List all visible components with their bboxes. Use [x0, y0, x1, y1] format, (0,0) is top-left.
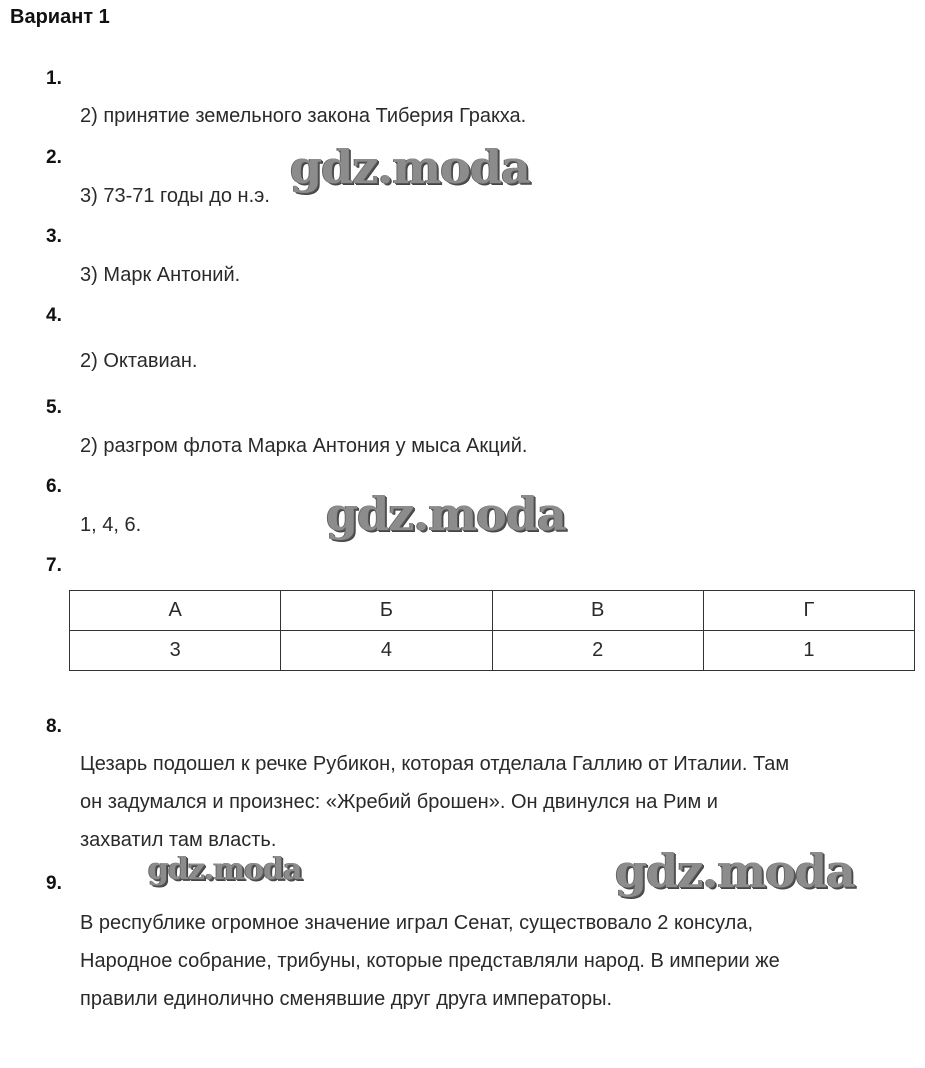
- answer-text: 1, 4, 6.: [80, 514, 142, 536]
- watermark-logo: gdz.moda: [290, 140, 530, 194]
- answer-text: 2) Октавиан.: [80, 350, 198, 372]
- table-header-row: [70, 591, 915, 631]
- answer-line: В республике огромное значение играл Сенат, существовало 2 консула,: [80, 912, 754, 934]
- watermark-logo: gdz.moda: [148, 852, 302, 887]
- answer-text: 2) разгром флота Марка Антония у мыса Акций.: [80, 435, 528, 457]
- question-number: 4.: [46, 305, 62, 326]
- table-header-cell: Г: [703, 591, 914, 631]
- table-header-cell: Б: [281, 591, 492, 631]
- table-cell: 4: [281, 631, 492, 671]
- answer-line: он задумался и произнес: «Жребий брошен». Он двинулся на Рим и: [80, 791, 718, 813]
- watermark-logo: gdz.moda: [326, 487, 566, 541]
- page-title: Вариант 1: [10, 6, 110, 28]
- question-number: 3.: [46, 226, 62, 247]
- answer-line: Цезарь подошел к речке Рубикон, которая отделала Галлию от Италии. Там: [80, 753, 790, 775]
- question-number: 6.: [46, 476, 62, 497]
- answer-table: [69, 590, 915, 671]
- answer-text: 3) Марк Антоний.: [80, 264, 241, 286]
- table-cell: 1: [703, 631, 914, 671]
- question-number: 8.: [46, 716, 62, 737]
- question-number: 1.: [46, 68, 62, 89]
- table-header-cell: В: [492, 591, 703, 631]
- question-number: 2.: [46, 147, 62, 168]
- answer-paragraph: [80, 904, 910, 1018]
- watermark-logo: gdz.moda: [615, 844, 855, 898]
- answer-line: правили единолично сменявшие друг друга императоры.: [80, 988, 613, 1010]
- table-cell: 2: [492, 631, 703, 671]
- answer-text: 3) 73-71 годы до н.э.: [80, 185, 270, 207]
- answer-line: Народное собрание, трибуны, которые представляли народ. В империи же: [80, 950, 780, 972]
- answer-text: 2) принятие земельного закона Тиберия Гракха.: [80, 105, 527, 127]
- table-cell: 3: [70, 631, 281, 671]
- answer-paragraph: [80, 745, 910, 859]
- question-number: 9.: [46, 873, 62, 894]
- question-number: 5.: [46, 397, 62, 418]
- table-header-cell: А: [70, 591, 281, 631]
- question-number: 7.: [46, 555, 62, 576]
- table-row: [70, 631, 915, 671]
- answer-line: захватил там власть.: [80, 829, 277, 851]
